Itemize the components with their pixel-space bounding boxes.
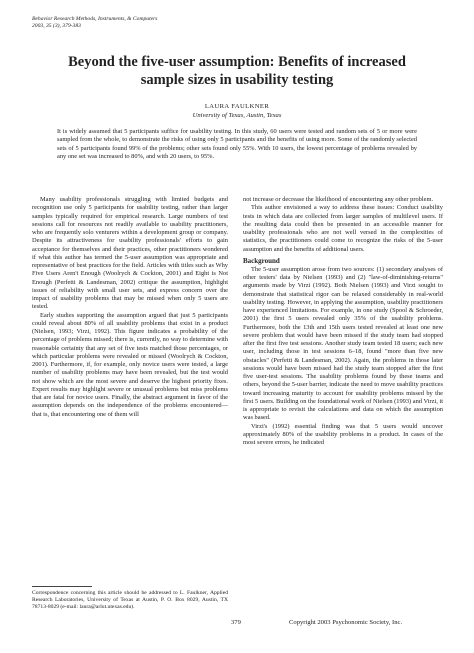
page-number: 379 (231, 619, 241, 626)
section-heading-background: Background (243, 256, 280, 265)
article-title: Beyond the five-user assumption: Benefits of increased sample sizes in usability testing (68, 54, 406, 88)
journal-citation (32, 16, 157, 30)
paragraph-background: The 5-user assumption arose from two sources: (1) secondary analyses of other testers' data by Nielsen (1993) and (2) "law-of-diminishing-returns" arguments made by Virzi (1992). Both Nielsen (1993) and Virzi sought to demonstrate that statistical rigor can be relaxed considerably in real-world usability testing. However, in applying the assumption, usability practitioners have experienced limitations. For example, in one study (Spool & Schroeder, 2001) the first 5 users revealed only 35% of the usability problems. Furthermore, both the 13th and 15th users tested revealed at least one new severe problem that would have been missed if the study team had stopped after the first five test sessions. Another study team tested 18 users; each new user, including those in test sessions 6–18, found "more than five new obstacles" (Perfetti & Landesman, 2002). Again, the problems in those later sessions would have been missed had the study team stopped after the first five user-test sessions. The usability problems found by these teams and others, beyond the 5-user barrier, indicate the need to move usability practices toward increasing maturity to account for usability problems missed by the first 5 users. Building on the foundational work of Nielsen (1993) and Virzi, it is appropriate to revisit the calculations and data on which the assumption was based. (243, 265, 443, 422)
paragraph-virzi: Virzi's (1992) essential finding was that 5 users would uncover approximately 80% of the usability problems in a product. In cases of the most severe errors, he indicated (243, 422, 443, 446)
copyright-notice: Copyright 2003 Psychonomic Society, Inc. (289, 619, 403, 626)
journal-name: Behavior Research Methods, Instruments, & Computers (32, 16, 158, 22)
paragraph-intro: Many usability professionals struggling with limited budgets and recognition use only 5 participants for usability testing, rather than larger samples typically required for empirical research. Large numbers of test sessions call for resources not readily available to usability practitioners, who are frequently solo venturers within a development group or company. Despite its attractiveness for usability professionals' efforts to gain acceptance for themselves and their practices, other practitioners wondered if what this author has termed the 5-user assumption was appropriate and representative of best practices for the field. Articles with titles such as Why Five Users Aren't Enough (Woolrych & Cockton, 2001) and Eight is Not Enough (Perfetti & Landesman, 2002) critique the assumption, highlight issues of reliability with small user sets, and express concern over the impact of usability problems that may be missed when only 5 users are tested. (32, 196, 228, 311)
journal-volume: 2003, 35 (3), 379-383 (32, 23, 81, 29)
footnote-divider (32, 586, 92, 587)
paragraph-envisioned: This author envisioned a way to address these issues: Conduct usability tests in which data are collected from larger samples of multilevel users. If the resulting data could then be presented in an accessible manner for usability professionals who are not well versed in the complexities of statistics, the practitioners could come to recognize the risks of the 5-user assumption and the benefits of additional users. (243, 204, 443, 253)
paragraph-continued: not increase or decrease the likelihood of encountering any other problem. (243, 196, 434, 203)
abstract: It is widely assumed that 5 participants suffice for usability testing. In this study, 60 users were tested and random sets of 5 or more were sampled from the whole, to demonstrate the risks of using only 5 participants and the benefits of using more. Some of the randomly selected sets of 5 participants found 99% of the problems; other sets found only 55%. With 10 users, the lowest percentage of problems revealed by any one set was increased to 80%, and with 20 users, to 95%. (57, 128, 417, 160)
paragraph-early-studies: Early studies supporting the assumption argued that just 5 participants could reveal about 80% of all usability problems that exist in a product (Nielsen, 1993; Virzi, 1992). This figure indicates a probability of the percentage of problems missed; there is, currently, no way to determine with reasonable certainty that any set of five tests matched those percentages, or which particular problems were revealed or missed (Woolrych & Cockton, 2001). Furthermore, if, for example, only novice users were tested, a large number of usability problems may have been revealed, but the test would not show which are the most severe and deserve the highest priority fixes. Expert results may highlight severe or unusual problems but miss problems that are fatal for novice users. Finally, the abstract argument in favor of the assumption depends on the independence of the problems encountered—that is, that encountering one of them will (32, 311, 228, 418)
author-name: LAURA FAULKNER (204, 103, 270, 110)
right-column (243, 196, 443, 447)
correspondence-footnote: Correspondence concerning this article should be addressed to L. Faulkner, Applied Research Laboratories, University of Texas at Austin, P. O. Box 8029, Austin, TX 78713-8029 (e-mail: laura@arlut.utexas.edu). (32, 590, 228, 610)
author-affiliation: University of Texas, Austin, Texas (192, 112, 282, 119)
left-column (32, 196, 228, 419)
